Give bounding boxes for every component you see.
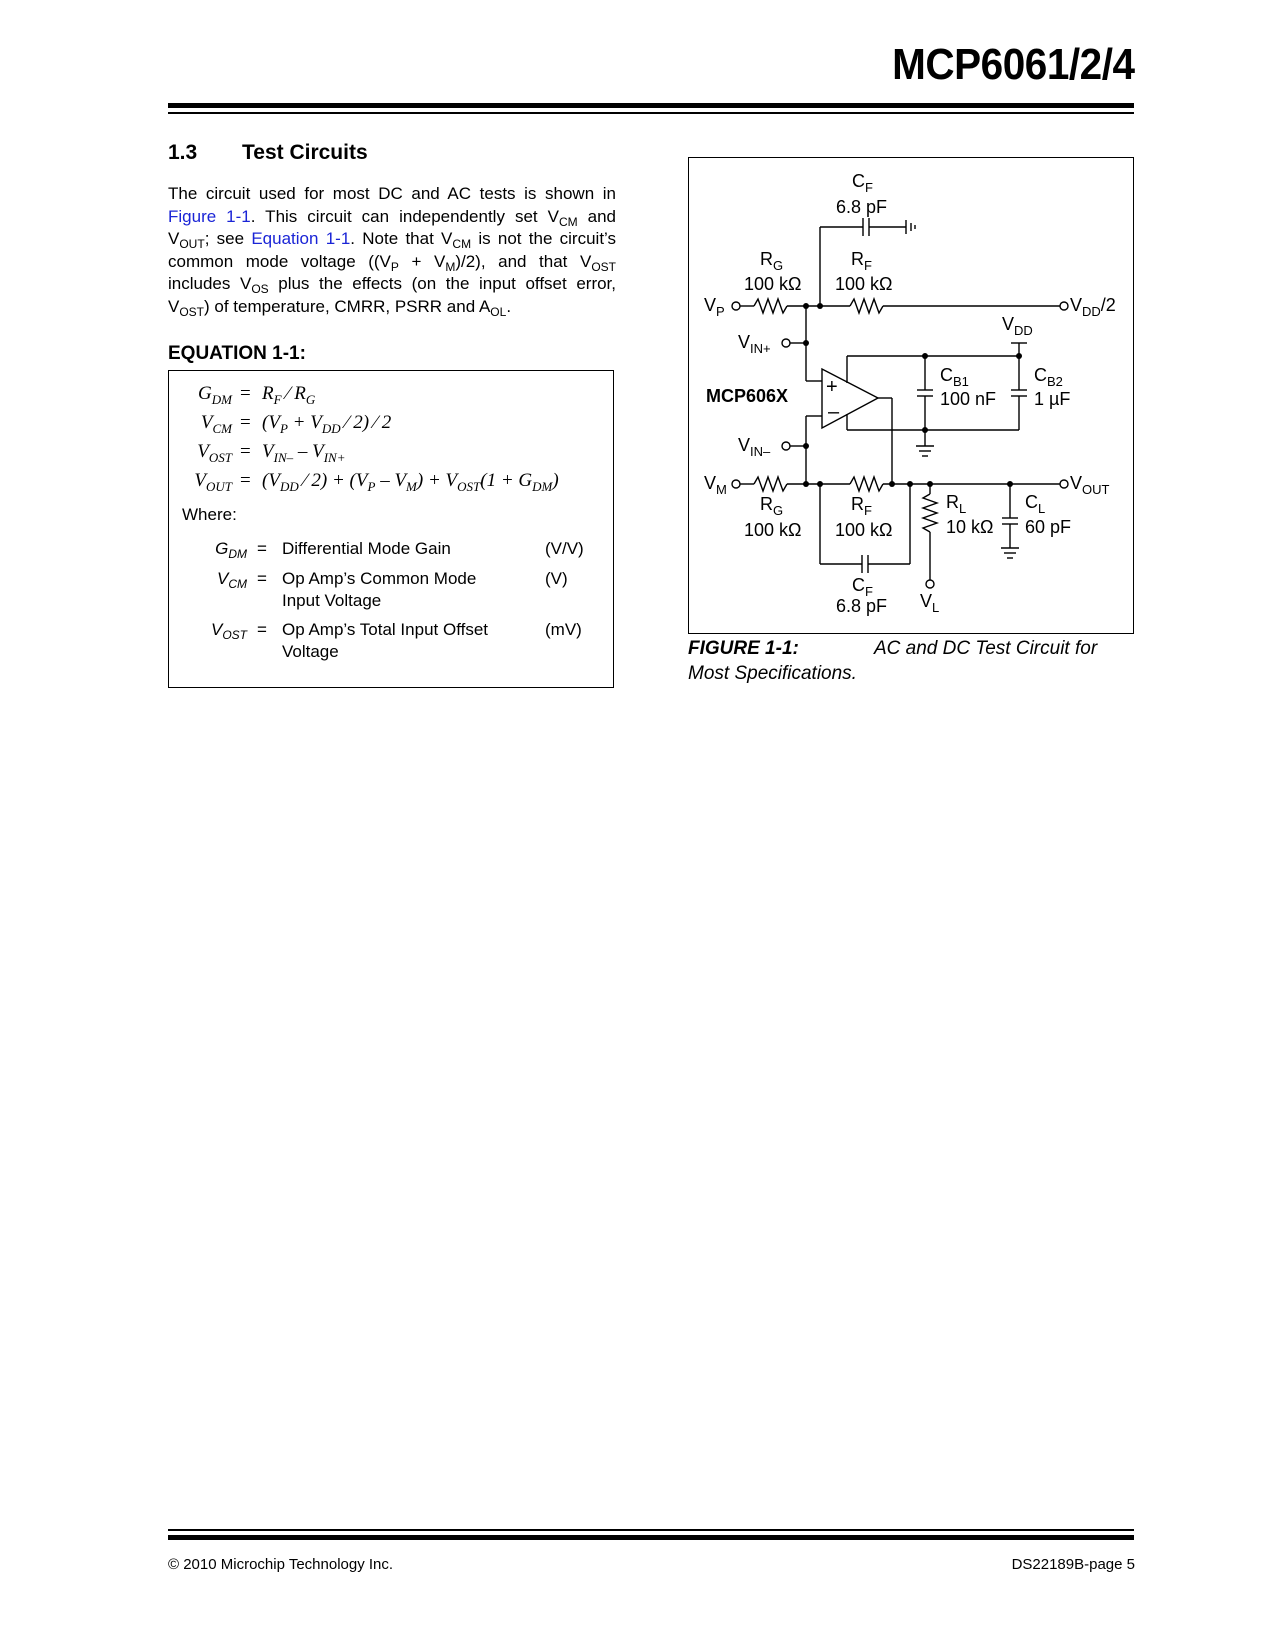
label-cb1: $C_{B1}$ (940, 365, 969, 389)
label-cl-value: 60 pF (1025, 517, 1072, 537)
label-vdd: $V_{DD}$ (1002, 314, 1033, 338)
body-paragraph: The circuit used for most DC and AC tests is shown in Figure 1-1. This circuit can independently set $V_{CM}$ and $V_{OUT}$; see Equation 1-1. Note that $V_{CM}$ is not the circuit’s common mode voltage $((V_P + V_M)/2)$, and that $V_{OST}$ includes $V_{OS}$ plus the effects (on the input offset error, $V_{OST}$) of temperature, CMRR, PSRR and $A_{OL}$. (168, 184, 617, 319)
label-cb2: $C_{B2}$ (1034, 365, 1063, 389)
footer-rule-thin (168, 1529, 1134, 1531)
label-vp: $V_P$ (704, 295, 725, 319)
label-rf-bottom: $R_F$ (851, 494, 872, 518)
label-rl-value: 10 kΩ (946, 517, 994, 537)
document-title: MCP6061/2/4 (892, 40, 1135, 89)
figure-caption (688, 636, 1138, 686)
label-cl: $C_L$ (1025, 492, 1046, 516)
label-rl: $R_L$ (946, 492, 967, 516)
label-rf-top-value: 100 kΩ (835, 274, 893, 294)
label-cf-bottom-value: 6.8 pF (836, 596, 888, 616)
equation-rhs: ($V_P + V_{DD}$ ⁄ 2) ⁄ 2 (262, 412, 392, 436)
label-vm: $V_M$ (704, 473, 727, 497)
label-cb2-value: 1 µF (1034, 389, 1071, 409)
label-rf-top: $R_F$ (851, 249, 872, 273)
label-rg-top: $R_G$ (760, 249, 784, 273)
figure-caption-text: AC and DC Test Circuit for Most Specifications. (688, 638, 1098, 684)
footer-page-number: DS22189B-page 5 (1011, 1556, 1135, 1573)
where-label: Where: (182, 505, 237, 524)
section-number: 1.3 (168, 141, 198, 164)
label-rg-bottom-value: 100 kΩ (744, 520, 802, 540)
label-cb1-value: 100 nF (940, 389, 997, 409)
label-cf-bottom: $C_F$ (852, 575, 873, 599)
label-rg-bottom: $R_G$ (760, 494, 784, 518)
equation-label: EQUATION 1-1: (168, 343, 306, 364)
equation-rhs: ($V_{DD}$ ⁄ $2) + (V_P - V_M) + V_{OST}(1 + G_{DM})$ (262, 470, 559, 494)
label-plus-input: + (826, 376, 838, 398)
equation-rhs: $V_{IN-} - V_{IN+}$ (262, 441, 346, 465)
equation-link[interactable]: Equation 1-1 (251, 229, 351, 248)
label-vl: $V_L$ (920, 591, 940, 615)
equation-rhs: $R_F$ ⁄ $R_G$ (262, 383, 316, 407)
label-rf-bottom-value: 100 kΩ (835, 520, 893, 540)
label-minus-input: – (828, 401, 840, 423)
label-part-number: MCP606X (706, 386, 789, 406)
figure-link[interactable]: Figure 1-1 (168, 206, 251, 226)
figure-caption-label: FIGURE 1-1: (688, 638, 799, 659)
label-cf-top: $C_F$ (852, 171, 873, 195)
footer-rule-thick (168, 1535, 1134, 1540)
label-vdd2: $V_{DD}/2$ (1070, 295, 1116, 319)
label-vin-minus: $V_{IN-}$ (738, 435, 771, 459)
footer-copyright: © 2010 Microchip Technology Inc. (168, 1556, 394, 1573)
label-vout: $V_{OUT}$ (1070, 473, 1110, 497)
label-cf-top-value: 6.8 pF (836, 197, 888, 217)
label-rg-top-value: 100 kΩ (744, 274, 802, 294)
section-title: Test Circuits (242, 141, 368, 164)
label-vin-plus: $V_{IN+}$ (738, 332, 771, 356)
